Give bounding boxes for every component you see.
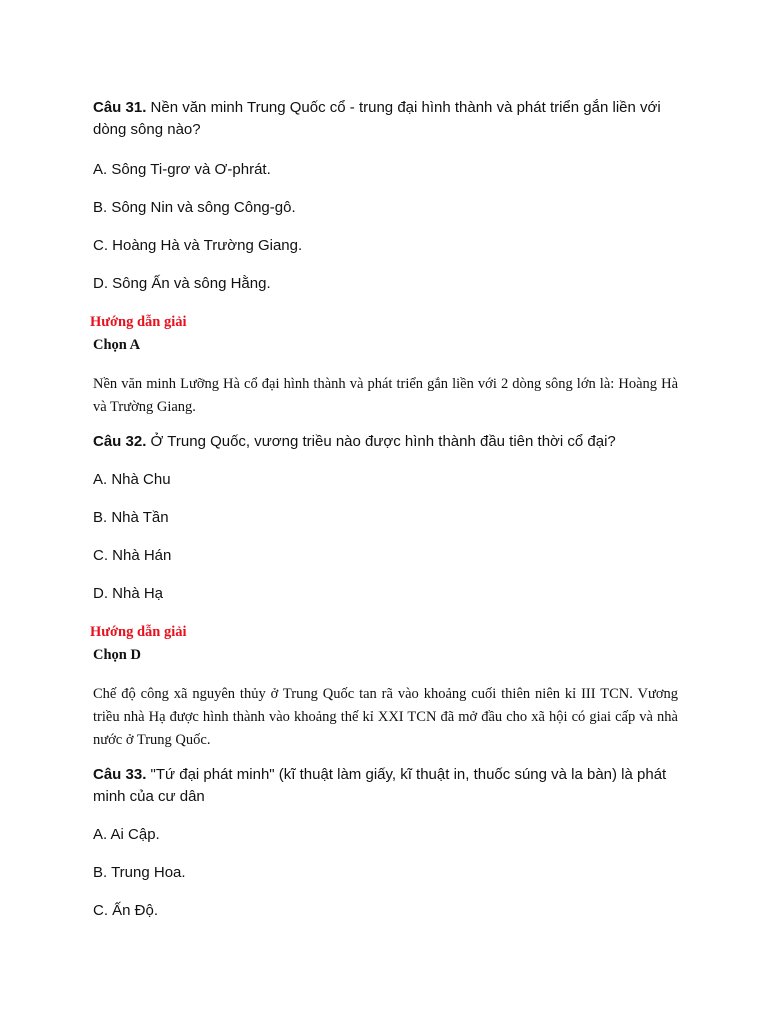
guide-title: Hướng dẫn giải (90, 624, 187, 640)
question-31 (90, 97, 678, 419)
option-a: A. Ai Cập. (93, 826, 160, 843)
option-b: B. Sông Nin và sông Công-gô. (93, 199, 296, 216)
option-c: C. Hoàng Hà và Trường Giang. (93, 237, 303, 254)
option-d: D. Nhà Hạ (93, 585, 164, 602)
question-number: Câu 33. (93, 766, 147, 783)
option-c: C. Nhà Hán (93, 547, 172, 564)
answer-label: Chọn A (93, 337, 141, 353)
explanation: Nền văn minh Lưỡng Hà cổ đại hình thành và phát triển gắn liền với 2 dòng sông lớn là: Hoàng Hà và Trường Giang. (93, 376, 678, 415)
question-number: Câu 31. (93, 99, 147, 116)
guide-title: Hướng dẫn giải (90, 314, 187, 330)
question-text (93, 431, 678, 453)
answer-label: Chọn D (93, 647, 141, 663)
question-33 (93, 764, 678, 922)
option-a: A. Nhà Chu (93, 471, 171, 488)
option-c: C. Ấn Độ. (93, 902, 159, 919)
question-body: Nền văn minh Trung Quốc cổ - trung đại hình thành và phát triển gắn liền với dòng sông nào? (93, 99, 661, 138)
option-b: B. Nhà Tần (93, 509, 169, 526)
option-a: A. Sông Ti-grơ và Ơ-phrát. (93, 161, 271, 178)
option-d: D. Sông Ấn và sông Hằng. (93, 275, 271, 292)
question-body: Ở Trung Quốc, vương triều nào được hình thành đầu tiên thời cổ đại? (146, 433, 616, 450)
document-page (90, 97, 678, 922)
question-number: Câu 32. (93, 433, 147, 450)
question-body: "Tứ đại phát minh" (kĩ thuật làm giấy, kĩ thuật in, thuốc súng và la bàn) là phát minh của cư dân (93, 766, 667, 805)
explanation: Chế độ công xã nguyên thủy ở Trung Quốc tan rã vào khoảng cuối thiên niên kỉ III TCN. Vương triều nhà Hạ được hình thành vào khoảng thế kỉ XXI TCN đã mở đầu cho xã hội có giai cấp và nhà nước ở Trung Quốc. (93, 686, 678, 748)
option-b: B. Trung Hoa. (93, 864, 186, 881)
question-text (93, 97, 678, 141)
question-text (93, 764, 678, 808)
question-32 (90, 431, 678, 752)
